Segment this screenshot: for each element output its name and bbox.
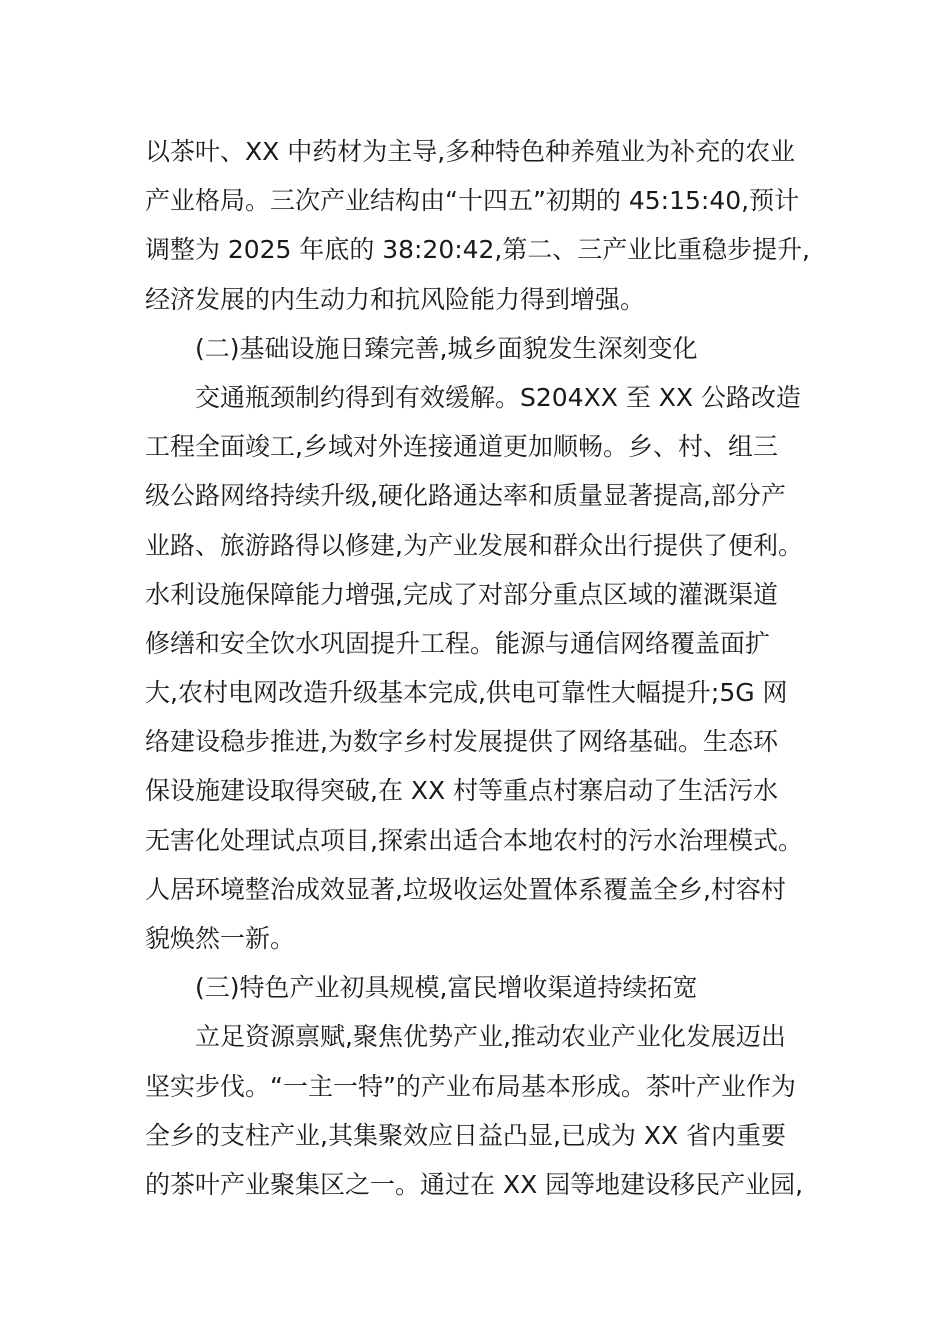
text-line-2: 产业格局。三次产业结构由“十四五”初期的 45:15:40,预计 <box>145 186 800 216</box>
text-line-21: 全乡的支柱产业,其集聚效应日益凸显,已成为 XX 省内重要 <box>145 1120 787 1150</box>
text-line-10: 水利设施保障能力增强,完成了对部分重点区域的灌溉渠道 <box>145 579 778 609</box>
text-line-20: 坚实步伐。“一主一特”的产业布局基本形成。茶叶产业作为 <box>145 1071 796 1101</box>
text-line-6: 交通瓶颈制约得到有效缓解。S204XX 至 XX 公路改造 <box>195 382 801 412</box>
section-heading-3: (三)特色产业初具规模,富民增收渠道持续拓宽 <box>195 973 698 1003</box>
text-line-17: 貌焕然一新。 <box>145 924 296 953</box>
text-line-12: 大,农村电网改造升级基本完成,供电可靠性大幅提升;5G 网 <box>145 678 788 708</box>
text-line-14: 保设施建设取得突破,在 XX 村等重点村寨启动了生活污水 <box>145 776 779 806</box>
section-heading-2: (二)基础设施日臻完善,城乡面貌发生深刻变化 <box>195 333 698 363</box>
text-line-3: 调整为 2025 年底的 38:20:42,第二、三产业比重稳步提升, <box>145 235 810 265</box>
text-line-15: 无害化处理试点项目,探索出适合本地农村的污水治理模式。 <box>145 825 803 855</box>
text-line-9: 业路、旅游路得以修建,为产业发展和群众出行提供了便利。 <box>145 530 803 560</box>
text-line-7: 工程全面竣工,乡域对外连接通道更加顺畅。乡、村、组三 <box>145 432 778 462</box>
text-line-1: 以茶叶、XX 中药材为主导,多种特色种养殖业为补充的农业 <box>145 137 796 166</box>
text-line-4: 经济发展的内生动力和抗风险能力得到增强。 <box>145 284 646 314</box>
document-body <box>145 127 810 1209</box>
text-line-8: 级公路网络持续升级,硬化路通达率和质量显著提高,部分产 <box>145 481 786 511</box>
text-line-22: 的茶叶产业聚集区之一。通过在 XX 园等地建设移民产业园, <box>145 1169 804 1199</box>
text-line-13: 络建设稳步推进,为数字乡村发展提供了网络基础。生态环 <box>145 727 778 757</box>
text-line-16: 人居环境整治成效显著,垃圾收运处置体系覆盖全乡,村容村 <box>145 874 786 904</box>
text-line-11: 修缮和安全饮水巩固提升工程。能源与通信网络覆盖面扩 <box>145 628 771 658</box>
text-line-19: 立足资源禀赋,聚焦优势产业,推动农业产业化发展迈出 <box>195 1022 786 1052</box>
